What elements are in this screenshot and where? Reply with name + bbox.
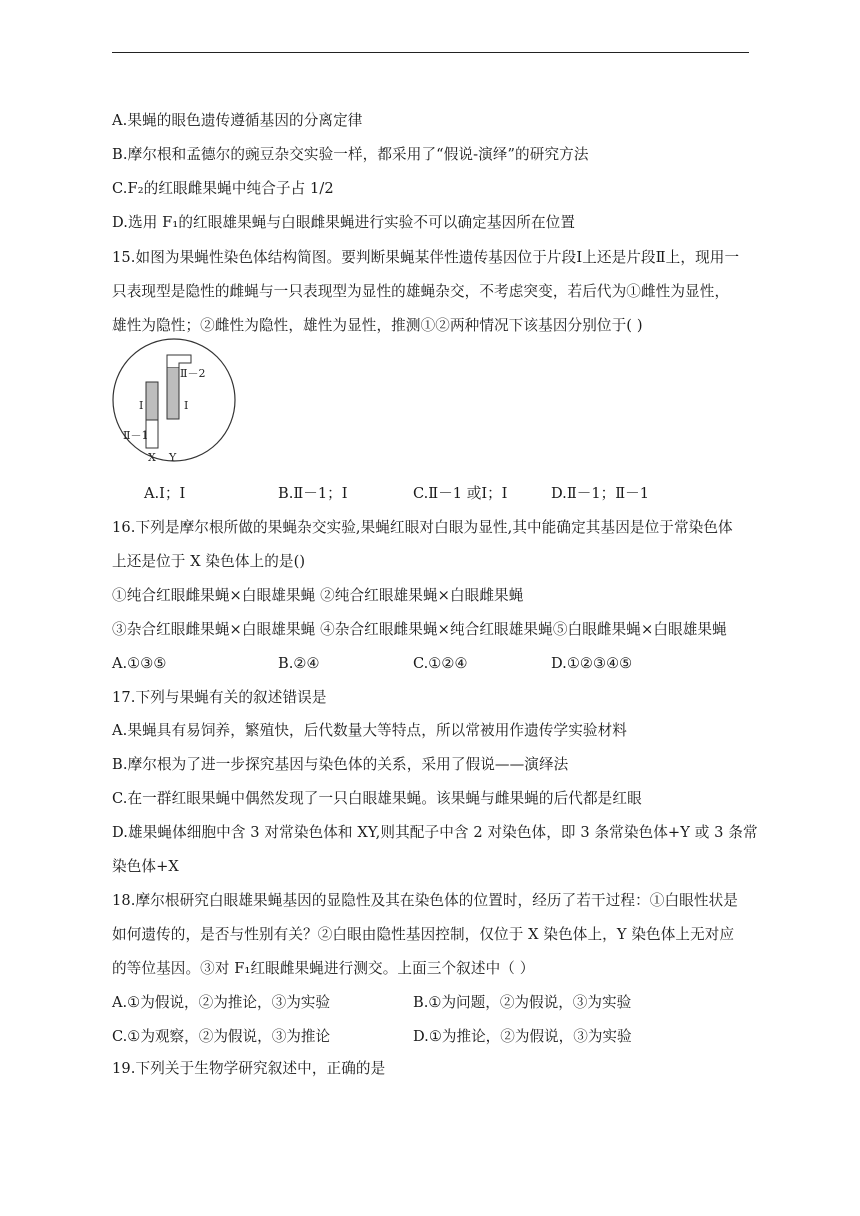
q16-stem-line-1: 16.下列是摩尔根所做的果蝇杂交实验,果蝇红眼对白眼为显性,其中能确定其基因是位于常染色体	[112, 519, 733, 536]
figure-label-i-x: Ⅰ	[139, 399, 144, 412]
q15-option-c: C.Ⅱ－1 或Ⅰ；Ⅰ	[413, 485, 508, 502]
q17-option-b: B.摩尔根为了进一步探究基因与染色体的关系，采用了假说——演绎法	[112, 756, 569, 773]
q16-stem-line-2: 上还是位于 X 染色体上的是()	[112, 553, 306, 570]
x-chromosome-segment-i-overlap	[146, 382, 158, 420]
q18-stem-line-3: 的等位基因。③对 F₁红眼雌果蝇进行测交。上面三个叙述中（ ）	[112, 960, 535, 977]
sex-chromosome-figure	[112, 330, 237, 470]
q18-option-c: C.①为观察，②为假说，③为推论	[112, 1028, 331, 1045]
q17-option-d-line-2: 染色体+X	[112, 858, 179, 875]
q15-stem-line-3: 雄性为隐性；②雌性为隐性，雄性为显性，推测①②两种情况下该基因分别位于( )	[112, 317, 643, 334]
q16-option-b: B.②④	[278, 655, 320, 672]
q18-option-a: A.①为假说，②为推论，③为实验	[112, 994, 330, 1011]
q16-cross-list-2: ③杂合红眼雌果蝇×白眼雄果蝇 ④杂合红眼雌果蝇×纯合红眼雄果蝇⑤白眼雌果蝇×白眼雄果蝇	[112, 621, 727, 638]
q16-option-a: A.①③⑤	[112, 655, 167, 672]
q17-stem: 17.下列与果蝇有关的叙述错误是	[112, 689, 327, 706]
figure-label-ii2: Ⅱ－2	[180, 367, 206, 380]
q17-option-d-line-1: D.雄果蝇体细胞中含 3 对常染色体和 XY,则其配子中含 2 对染色体，即 3 条常染色体+Y 或 3 条常	[112, 824, 758, 841]
q15-option-d: D.Ⅱ－1；Ⅱ－1	[551, 485, 650, 502]
q14-option-b: B.摩尔根和孟德尔的豌豆杂交实验一样，都采用了“假说-演绎”的研究方法	[112, 146, 589, 163]
q14-option-a: A.果蝇的眼色遗传遵循基因的分离定律	[112, 112, 363, 129]
y-chromosome-segment-i	[167, 367, 179, 419]
q18-option-d: D.①为推论，②为假说，③为实验	[413, 1028, 632, 1045]
q16-option-c: C.①②④	[413, 655, 468, 672]
header-rule	[112, 52, 749, 53]
q15-option-b: B.Ⅱ－1；Ⅰ	[278, 485, 348, 502]
q17-option-a: A.果蝇具有易饲养，繁殖快，后代数量大等特点，所以常被用作遗传学实验材料	[112, 722, 627, 739]
q14-option-d: D.选用 F₁的红眼雄果蝇与白眼雌果蝇进行实验不可以确定基因所在位置	[112, 214, 576, 231]
q14-option-c: C.F₂的红眼雌果蝇中纯合子占 1/2	[112, 180, 334, 197]
q19-stem: 19.下列关于生物学研究叙述中，正确的是	[112, 1060, 386, 1077]
q18-stem-line-2: 如何遗传的，是否与性别有关？②白眼由隐性基因控制，仅位于 X 染色体上，Y 染色体上无对应	[112, 926, 735, 943]
y-chromosome-segment-ii2	[167, 355, 191, 367]
q18-stem-line-1: 18.摩尔根研究白眼雄果蝇基因的显隐性及其在染色体的位置时，经历了若干过程：①白眼性状是	[112, 892, 738, 909]
q15-option-a: A.Ⅰ；Ⅰ	[144, 485, 186, 502]
q15-stem-line-1: 15.如图为果蝇性染色体结构简图。要判断果蝇某伴性遗传基因位于片段Ⅰ上还是片段Ⅱ上，现用一	[112, 249, 740, 266]
q17-option-c: C.在一群红眼果蝇中偶然发现了一只白眼雄果蝇。该果蝇与雌果蝇的后代都是红眼	[112, 790, 642, 807]
figure-label-x: X	[148, 451, 156, 464]
figure-label-ii1: Ⅱ－1	[123, 429, 149, 442]
figure-label-i-y: Ⅰ	[184, 399, 189, 412]
q18-option-b: B.①为问题，②为假说，③为实验	[413, 994, 632, 1011]
q15-stem-line-2: 只表现型是隐性的雌蝇与一只表现型为显性的雄蝇杂交，不考虑突变，若后代为①雌性为显性，	[112, 283, 730, 300]
figure-label-y: Y	[169, 451, 177, 464]
q16-option-d: D.①②③④⑤	[551, 655, 633, 672]
q16-cross-list-1: ①纯合红眼雌果蝇×白眼雄果蝇 ②纯合红眼雄果蝇×白眼雌果蝇	[112, 587, 524, 604]
